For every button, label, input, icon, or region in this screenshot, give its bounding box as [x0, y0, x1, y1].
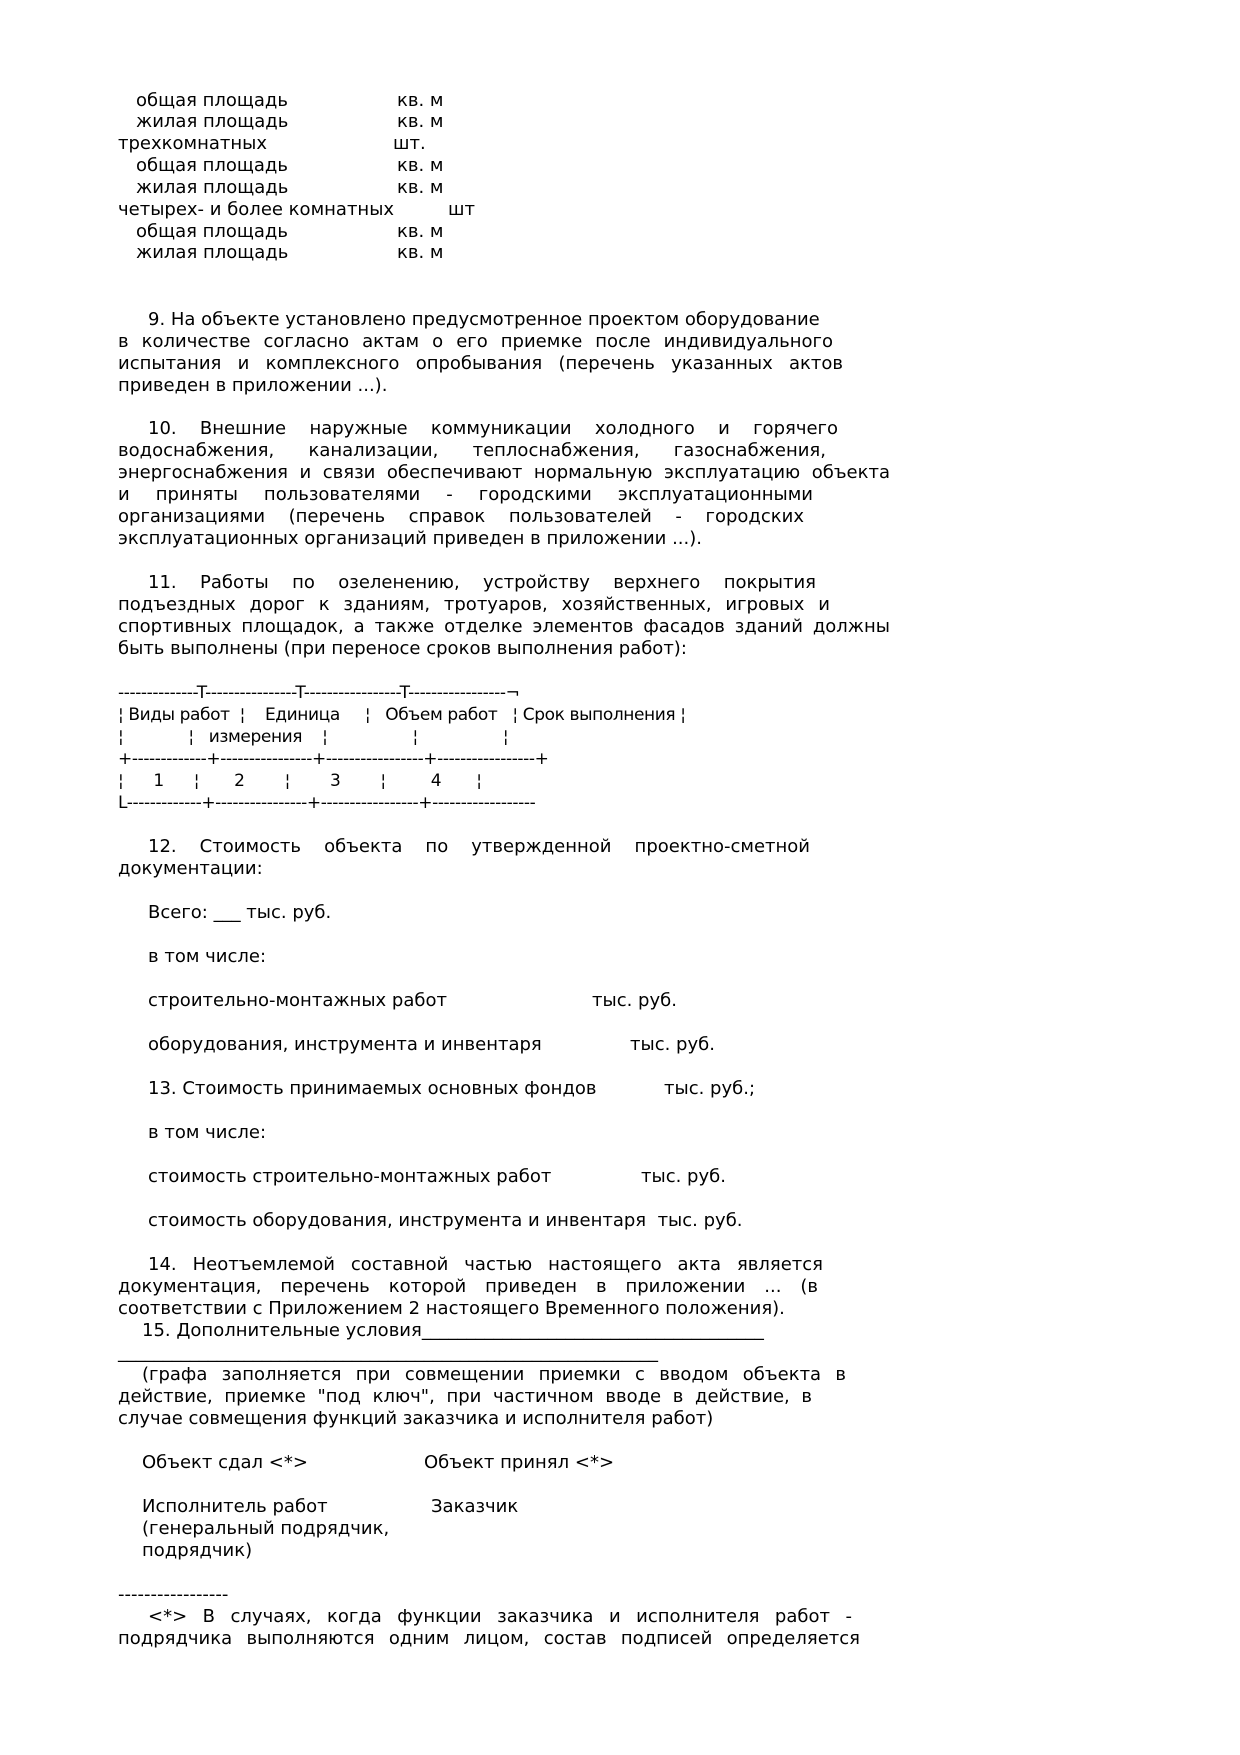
table-line: +-------------+----------------+-----------------+-----------------+	[118, 749, 549, 769]
executor-label: подрядчик)	[142, 1540, 253, 1561]
table-line: ¦ Виды работ ¦ Единица ¦ Объем работ ¦ Срок выполнения ¦	[118, 705, 686, 725]
paragraph-14: 14. Неотъемлемой составной частью настоящего акта является документация, перечень которой приведен в приложении ... (в соответствии с Приложением 2 настоящего Временного положения).	[118, 1254, 823, 1319]
including-label: в том числе:	[148, 946, 267, 967]
paragraph-12: 12. Стоимость объекта по утвержденной проектно-сметной документации:	[118, 836, 810, 879]
paragraph-15-line: ____________________________________________________________	[118, 1342, 658, 1363]
executor-label: (генеральный подрядчик,	[142, 1518, 390, 1539]
paragraph-15-note: (графа заполняется при совмещении приемки с вводом объекта в действие, приемке "под ключ", при частичном вводе в действие, в случае совмещения функций заказчика и исполнителя работ)	[118, 1364, 846, 1429]
executor-label: Исполнитель работ	[142, 1496, 328, 1517]
paragraph-10: 10. Внешние наружные коммуникации холодного и горячего водоснабжения, канализации, теплоснабжения, газоснабжения, энергоснабжения и связи обеспечивают нормальную эксплуатацию объекта и приняты пользователями - городскими эксплуатационными организациями (перечень справок пользователей - городских эксплуатационных организаций приведен в приложении ...).	[118, 418, 890, 549]
footnote: <*> В случаях, когда функции заказчика и исполнителя работ - подрядчика выполняются одним лицом, состав подписей определяется	[118, 1606, 860, 1649]
table-line: --------------T----------------T-----------------T-----------------¬	[118, 683, 520, 703]
total-cost: Всего: ___ тыс. руб.	[148, 902, 332, 923]
paragraph-15: 15. Дополнительные условия______________________________________	[142, 1320, 764, 1341]
footnote-separator: -----------------	[118, 1584, 229, 1605]
paragraph-9: 9. На объекте установлено предусмотренное проектом оборудование в количестве согласно актам о его приемке после индивидуального испытания и комплексного опробывания (перечень указанных актов приведен в приложении ...).	[118, 309, 843, 396]
table-line: ¦ ¦ измерения ¦ ¦ ¦	[118, 727, 509, 747]
accepted-label: Объект принял <*>	[424, 1452, 615, 1473]
document-page: общая площадь кв. м жилая площадь кв. м трехкомнатных шт. общая площадь кв. м жилая площадь кв. м четырех- и более комнатных шт общая площадь кв. м жилая площадь кв. м 9. На объекте установлено предусмотренное проектом оборудование в количестве согласно актам о его приемке после индивидуального испытания и комплексного опробывания (перечень указанных актов приведен в приложении ...). 10. Внешние наружные коммуникации холодного и горячего водоснабжения, канализации, теплоснабжения, газоснабжения, энергоснабжения и связи обеспечивают нормальную эксплуатацию объекта и приняты пользователями - городскими эксплуатационными организациями (перечень справок пользователей - городских эксплуатационных организаций приведен в приложении ...). 11. Работы по озеленению, устройству верхнего покрытия подъездных дорог к зданиям, тротуаров, хозяйственных, игровых и спортивных площадок, а также отделке элементов фасадов зданий должны быть выполнены (при переносе сроков выполнения работ): --------------T----------------T-----------------T-----------------¬ ¦ Виды работ ¦ Единица ¦ Объем работ ¦ Срок выполнения ¦ ¦ ¦ измерения ¦ ¦ ¦ +-------------+----------------+-----------------+-----------------+ ¦ 1 ¦ 2 ¦ 3 ¦ 4 ¦ L-------------+----------------+-----------------+------------------ 12. Стоимость объекта по утвержденной проектно-сметной документации: Всего: ___ тыс. руб. в том числе: строительно-монтажных работ тыс. руб. оборудования, инструмента и инвентаря тыс. руб. 13. Стоимость принимаемых основных фондов тыс. руб.; в том числе: стоимость строительно-монтажных работ тыс. руб. стоимость оборудования, инструмента и инвентаря тыс. руб. 14. Неотъемлемой составной частью настоящего акта является документация, перечень которой приведен в приложении ... (в соответствии с Приложением 2 настоящего Временного положения). 15. Дополнительные условия______________________________________ ____________________________________________________________ (графа заполняется при совмещении приемки с вводом объекта в действие, приемке "под ключ", при частичном вводе в действие, в случае совмещения функций заказчика и исполнителя работ) Объект сдал <*> Объект принял <*> Исполнитель работ Заказчик (генеральный подрядчик, подрядчик) ----------------- <*> В случаях, когда функции заказчика и исполнителя работ - подрядчика выполняются одним лицом, состав подписей определяется	[118, 90, 890, 1649]
cost-equipment2-row: стоимость оборудования, инструмента и инвентаря тыс. руб.	[148, 1210, 743, 1231]
customer-label: Заказчик	[431, 1496, 519, 1517]
table-line: L-------------+----------------+-----------------+------------------	[118, 793, 536, 813]
handed-label: Объект сдал <*>	[142, 1452, 308, 1473]
paragraph-11: 11. Работы по озеленению, устройству верхнего покрытия подъездных дорог к зданиям, тротуаров, хозяйственных, игровых и спортивных площадок, а также отделке элементов фасадов зданий должны быть выполнены (при переносе сроков выполнения работ):	[118, 572, 890, 659]
table-line: ¦ 1 ¦ 2 ¦ 3 ¦ 4 ¦	[118, 771, 482, 791]
including-label: в том числе:	[148, 1122, 267, 1143]
